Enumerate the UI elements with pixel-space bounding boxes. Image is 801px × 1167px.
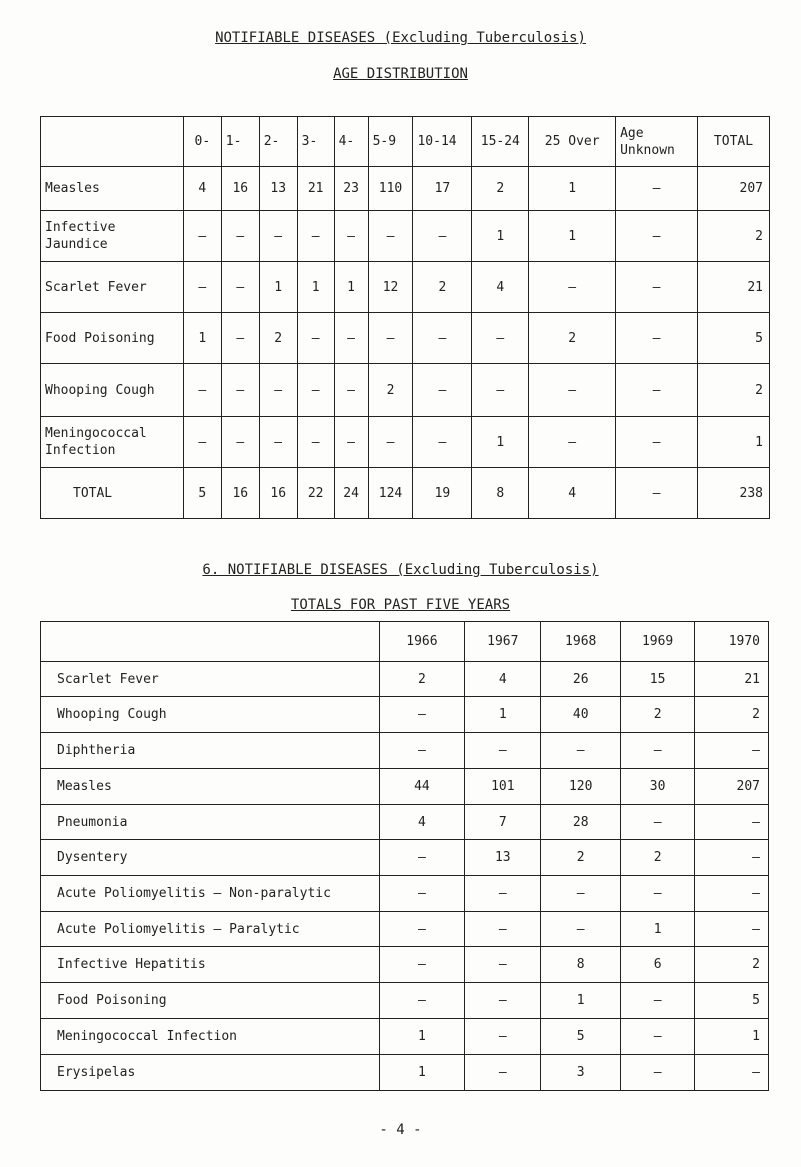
cell: – xyxy=(621,733,695,769)
column-header: TOTAL xyxy=(698,117,770,167)
table-row xyxy=(41,983,769,1019)
cell: 1 xyxy=(183,313,221,364)
column-header: 0- xyxy=(183,117,221,167)
table-row xyxy=(41,1055,769,1091)
row-label: Scarlet Fever xyxy=(41,662,380,697)
table-row xyxy=(41,262,770,313)
row-label: Erysipelas xyxy=(41,1055,380,1091)
cell: 2 xyxy=(698,364,770,417)
cell: – xyxy=(616,364,698,417)
table-row xyxy=(41,313,770,364)
header-blank-cell xyxy=(41,622,380,662)
cell: – xyxy=(413,211,472,262)
row-label: Whooping Cough xyxy=(41,364,184,417)
table-row xyxy=(41,733,769,769)
row-label: Meningococcal Infection xyxy=(41,417,184,468)
table-row xyxy=(41,947,769,983)
cell: – xyxy=(695,912,769,947)
cell: – xyxy=(297,364,334,417)
cell: 21 xyxy=(698,262,770,313)
cell: 19 xyxy=(413,468,472,519)
cell: 24 xyxy=(334,468,368,519)
section-subtitle: TOTALS FOR PAST FIVE YEARS xyxy=(290,597,511,613)
cell: 124 xyxy=(368,468,413,519)
cell: – xyxy=(183,211,221,262)
table-row xyxy=(41,805,769,840)
five-year-totals-table xyxy=(40,621,769,1091)
cell: 26 xyxy=(541,662,621,697)
cell: 5 xyxy=(698,313,770,364)
cell: – xyxy=(465,947,541,983)
cell: – xyxy=(334,364,368,417)
row-label: Infective Jaundice xyxy=(41,211,184,262)
section-title: NOTIFIABLE DISEASES (Excluding Tuberculosis) xyxy=(215,30,586,46)
cell: 120 xyxy=(541,769,621,805)
cell: – xyxy=(259,417,297,468)
cell: 2 xyxy=(472,167,529,211)
cell: 238 xyxy=(698,468,770,519)
cell: 2 xyxy=(541,840,621,876)
cell: 40 xyxy=(541,697,621,733)
cell: – xyxy=(379,912,465,947)
cell: – xyxy=(472,364,529,417)
cell: – xyxy=(368,313,413,364)
row-label: Food Poisoning xyxy=(41,313,184,364)
column-header: 1966 xyxy=(379,622,465,662)
cell: – xyxy=(221,417,259,468)
row-label: Whooping Cough xyxy=(41,697,380,733)
cell: – xyxy=(472,313,529,364)
cell: 2 xyxy=(368,364,413,417)
cell: 207 xyxy=(695,769,769,805)
cell: – xyxy=(297,313,334,364)
cell: 1 xyxy=(529,211,616,262)
cell: – xyxy=(465,876,541,912)
table-row xyxy=(41,167,770,211)
cell: 3 xyxy=(541,1055,621,1091)
cell: 6 xyxy=(621,947,695,983)
cell: – xyxy=(621,983,695,1019)
column-header: 25 Over xyxy=(529,117,616,167)
cell: 1 xyxy=(379,1019,465,1055)
table-header-row xyxy=(41,622,769,662)
cell: – xyxy=(334,313,368,364)
cell: – xyxy=(183,364,221,417)
cell: 5 xyxy=(183,468,221,519)
cell: – xyxy=(379,697,465,733)
cell: 1 xyxy=(695,1019,769,1055)
cell: – xyxy=(413,313,472,364)
cell: – xyxy=(334,211,368,262)
cell: – xyxy=(183,262,221,313)
cell: 110 xyxy=(368,167,413,211)
cell: – xyxy=(541,733,621,769)
row-label: Meningococcal Infection xyxy=(41,1019,380,1055)
cell: 2 xyxy=(621,697,695,733)
cell: – xyxy=(616,262,698,313)
cell: – xyxy=(529,417,616,468)
cell: 13 xyxy=(259,167,297,211)
column-header: 1968 xyxy=(541,622,621,662)
cell: 101 xyxy=(465,769,541,805)
cell: 1 xyxy=(541,983,621,1019)
cell: 4 xyxy=(465,662,541,697)
column-header: Age Unknown xyxy=(616,117,698,167)
cell: 1 xyxy=(259,262,297,313)
cell: – xyxy=(297,211,334,262)
row-label: Scarlet Fever xyxy=(41,262,184,313)
table-row xyxy=(41,840,769,876)
cell: – xyxy=(465,1019,541,1055)
cell: – xyxy=(259,211,297,262)
cell: 30 xyxy=(621,769,695,805)
cell: 5 xyxy=(541,1019,621,1055)
cell: 16 xyxy=(259,468,297,519)
cell: – xyxy=(529,262,616,313)
cell: 28 xyxy=(541,805,621,840)
cell: 22 xyxy=(297,468,334,519)
row-label: Measles xyxy=(41,769,380,805)
cell: – xyxy=(221,262,259,313)
cell: 4 xyxy=(183,167,221,211)
table-row xyxy=(41,1019,769,1055)
cell: 15 xyxy=(621,662,695,697)
row-label: Acute Poliomyelitis – Paralytic xyxy=(41,912,380,947)
cell: 23 xyxy=(334,167,368,211)
cell: 21 xyxy=(297,167,334,211)
cell: – xyxy=(616,468,698,519)
cell: 16 xyxy=(221,468,259,519)
cell: – xyxy=(621,1019,695,1055)
column-header: 1967 xyxy=(465,622,541,662)
cell: 2 xyxy=(529,313,616,364)
cell: – xyxy=(379,947,465,983)
cell: 1 xyxy=(465,697,541,733)
cell: – xyxy=(529,364,616,417)
table-row xyxy=(41,912,769,947)
cell: – xyxy=(259,364,297,417)
cell: 44 xyxy=(379,769,465,805)
cell: – xyxy=(465,1055,541,1091)
cell: – xyxy=(368,211,413,262)
total-row xyxy=(41,468,770,519)
cell: – xyxy=(695,876,769,912)
cell: 7 xyxy=(465,805,541,840)
cell: 2 xyxy=(413,262,472,313)
cell: 4 xyxy=(529,468,616,519)
header-blank-cell xyxy=(41,117,184,167)
cell: – xyxy=(695,733,769,769)
cell: – xyxy=(541,876,621,912)
table-header-row xyxy=(41,117,770,167)
page-number: - 4 - xyxy=(379,1122,422,1138)
cell: – xyxy=(183,417,221,468)
column-header: 1969 xyxy=(621,622,695,662)
cell: 2 xyxy=(379,662,465,697)
cell: 5 xyxy=(695,983,769,1019)
row-label: Measles xyxy=(41,167,184,211)
row-label: TOTAL xyxy=(41,468,184,519)
cell: 2 xyxy=(259,313,297,364)
row-label: Pneumonia xyxy=(41,805,380,840)
cell: – xyxy=(465,983,541,1019)
cell: – xyxy=(616,167,698,211)
cell: – xyxy=(621,805,695,840)
cell: 8 xyxy=(541,947,621,983)
cell: – xyxy=(621,876,695,912)
table-row xyxy=(41,417,770,468)
cell: 1 xyxy=(379,1055,465,1091)
row-label: Diphtheria xyxy=(41,733,380,769)
section-subtitle: AGE DISTRIBUTION xyxy=(333,66,468,82)
cell: 2 xyxy=(695,947,769,983)
row-label: Dysentery xyxy=(41,840,380,876)
cell: 1 xyxy=(334,262,368,313)
cell: – xyxy=(465,912,541,947)
column-header: 1970 xyxy=(695,622,769,662)
cell: – xyxy=(379,983,465,1019)
cell: 2 xyxy=(621,840,695,876)
cell: – xyxy=(695,805,769,840)
cell: – xyxy=(368,417,413,468)
cell: – xyxy=(695,840,769,876)
age-distribution-table xyxy=(40,116,770,519)
cell: – xyxy=(616,313,698,364)
cell: 2 xyxy=(698,211,770,262)
cell: – xyxy=(379,840,465,876)
cell: – xyxy=(621,1055,695,1091)
column-header: 2- xyxy=(259,117,297,167)
cell: – xyxy=(297,417,334,468)
cell: 16 xyxy=(221,167,259,211)
column-header: 3- xyxy=(297,117,334,167)
table-row xyxy=(41,697,769,733)
cell: 4 xyxy=(472,262,529,313)
cell: – xyxy=(379,876,465,912)
row-label: Food Poisoning xyxy=(41,983,380,1019)
cell: 1 xyxy=(472,211,529,262)
cell: – xyxy=(616,211,698,262)
cell: 17 xyxy=(413,167,472,211)
cell: 2 xyxy=(695,697,769,733)
column-header: 10-14 xyxy=(413,117,472,167)
table-row xyxy=(41,364,770,417)
cell: – xyxy=(334,417,368,468)
cell: 21 xyxy=(695,662,769,697)
cell: – xyxy=(221,313,259,364)
cell: 13 xyxy=(465,840,541,876)
cell: 12 xyxy=(368,262,413,313)
cell: – xyxy=(541,912,621,947)
column-header: 4- xyxy=(334,117,368,167)
cell: 1 xyxy=(698,417,770,468)
cell: – xyxy=(379,733,465,769)
cell: – xyxy=(413,417,472,468)
table-row xyxy=(41,662,769,697)
row-label: Acute Poliomyelitis – Non-paralytic xyxy=(41,876,380,912)
cell: 4 xyxy=(379,805,465,840)
cell: – xyxy=(413,364,472,417)
cell: 1 xyxy=(529,167,616,211)
cell: 8 xyxy=(472,468,529,519)
table-row xyxy=(41,769,769,805)
table-row xyxy=(41,876,769,912)
cell: 1 xyxy=(621,912,695,947)
column-header: 1- xyxy=(221,117,259,167)
section-title: 6. NOTIFIABLE DISEASES (Excluding Tuberculosis) xyxy=(202,562,599,578)
cell: 1 xyxy=(297,262,334,313)
cell: – xyxy=(616,417,698,468)
row-label: Infective Hepatitis xyxy=(41,947,380,983)
column-header: 15-24 xyxy=(472,117,529,167)
column-header: 5-9 xyxy=(368,117,413,167)
cell: – xyxy=(695,1055,769,1091)
cell: – xyxy=(465,733,541,769)
cell: 207 xyxy=(698,167,770,211)
cell: – xyxy=(221,211,259,262)
cell: – xyxy=(221,364,259,417)
cell: 1 xyxy=(472,417,529,468)
table-row xyxy=(41,211,770,262)
